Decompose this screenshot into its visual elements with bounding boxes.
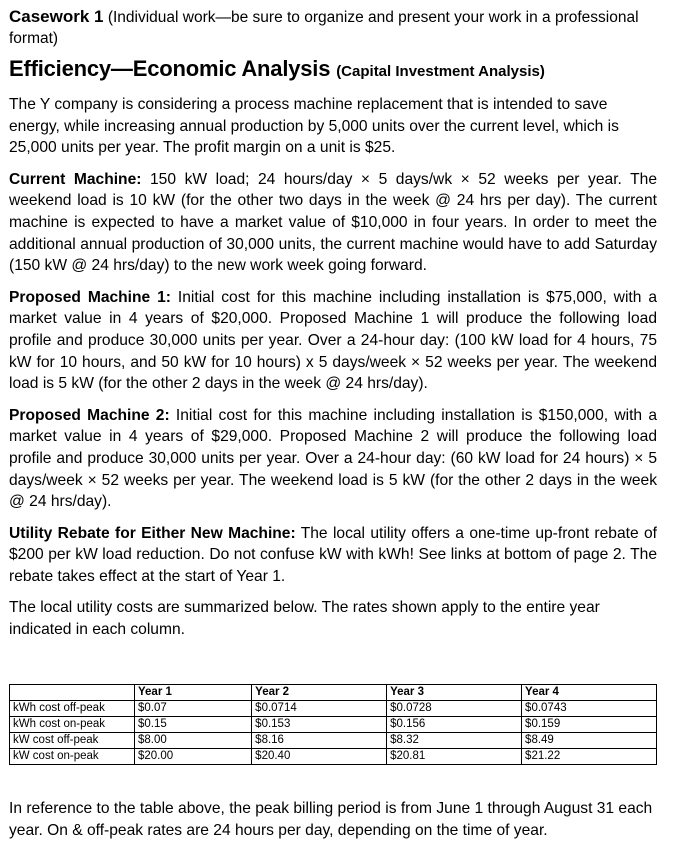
table-intro-paragraph: The local utility costs are summarized below. The rates shown apply to the entire year indicated in each column. <box>9 599 600 639</box>
table-cell: $20.00 <box>135 749 252 765</box>
table-cell: kWh cost on-peak <box>10 717 135 733</box>
table-header-row <box>10 685 657 701</box>
table-cell: $8.32 <box>387 733 522 749</box>
table-cell: kW cost on-peak <box>10 749 135 765</box>
table-cell: $0.153 <box>252 717 387 733</box>
table-cell: $0.15 <box>135 717 252 733</box>
closing-paragraph: In reference to the table above, the peak billing period is from June 1 through August 31 each year. On & off-peak rates are 24 hours per day, depending on the time of year. <box>9 800 653 839</box>
table-cell: $8.49 <box>522 733 657 749</box>
table-cell: kW cost off-peak <box>10 733 135 749</box>
title-subtitle: (Capital Investment Analysis) <box>336 63 545 80</box>
current-machine-label: Current Machine: <box>9 170 142 188</box>
document-page <box>9 6 657 839</box>
proposed-machine-1-label: Proposed Machine 1: <box>9 288 171 306</box>
table-header-cell: Year 3 <box>387 685 522 701</box>
table-cell: $0.07 <box>135 701 252 717</box>
table-row <box>10 717 657 733</box>
table-row <box>10 701 657 717</box>
utility-cost-table <box>9 684 657 765</box>
table-cell: kWh cost off-peak <box>10 701 135 717</box>
casework-heading <box>9 6 657 49</box>
table-cell: $21.22 <box>522 749 657 765</box>
table-cell: $0.156 <box>387 717 522 733</box>
title-text: Efficiency—Economic Analysis <box>9 56 331 81</box>
table-cell: $0.0728 <box>387 701 522 717</box>
table-cell: $0.0743 <box>522 701 657 717</box>
current-machine-paragraph <box>9 169 657 277</box>
utility-rebate-text: The local utility offers a one-time up-front rebate of $200 per kW load reduction. Do not confuse kW with kWh! See links at bottom of page 2. The rebate takes effect at the start of Year 1. <box>9 524 657 585</box>
table-cell: $20.40 <box>252 749 387 765</box>
table-cell: $20.81 <box>387 749 522 765</box>
table-header-cell: Year 2 <box>252 685 387 701</box>
intro-paragraph: The Y company is considering a process machine replacement that is intended to save energy, while increasing annual production by 5,000 units over the current level, which is 25,000 units per year. The profit margin on a unit is $25. <box>9 96 619 157</box>
utility-rebate-paragraph <box>9 523 657 588</box>
table-cell: $8.16 <box>252 733 387 749</box>
proposed-machine-2-text: Initial cost for this machine including installation is $150,000, with a market value in 4 years of $29,000. Proposed Machine 2 will produce the following load profile and produce 30,000 units per year. Over a 24-hour day: (60 kW load for 24 hours) × 5 days/week × 52 weeks per year. The weekend load is 5 kW (for the other 2 days in the week @ 24 hrs/day). <box>9 406 657 511</box>
table-row <box>10 749 657 765</box>
table-header-cell: Year 4 <box>522 685 657 701</box>
table-cell: $0.0714 <box>252 701 387 717</box>
table-header-cell: Year 1 <box>135 685 252 701</box>
table-cell: $8.00 <box>135 733 252 749</box>
casework-note: (Individual work—be sure to organize and present your work in a professional format) <box>9 9 639 47</box>
utility-rebate-label: Utility Rebate for Either New Machine: <box>9 524 296 542</box>
table-header-cell <box>10 685 135 701</box>
proposed-machine-2-paragraph <box>9 405 657 513</box>
table-row <box>10 733 657 749</box>
proposed-machine-1-paragraph <box>9 287 657 395</box>
proposed-machine-2-label: Proposed Machine 2: <box>9 406 170 424</box>
current-machine-text: 150 kW load; 24 hours/day × 5 days/wk × 52 weeks per year. The weekend load is 10 kW (for the other two days in the week @ 24 hrs per day). The current machine is expected to have a market value of $10,000 in four years. In order to meet the additional annual production of 30,000 units, the current machine would have to add Saturday (150 kW @ 24 hrs/day) to the new work week going forward. <box>9 170 657 275</box>
proposed-machine-1-text: Initial cost for this machine including installation is $75,000, with a market value in 4 years of $20,000. Proposed Machine 1 will produce the following load profile and produce 30,000 units per year. Over a 24-hour day: (100 kW load for 4 hours, 75 kW for 10 hours, and 50 kW for 10 hours) x 5 days/week × 52 weeks per year. The weekend load is 5 kW (for the other 2 days in the week @ 24 hrs/day). <box>9 288 657 393</box>
page-title <box>9 55 657 86</box>
table-cell: $0.159 <box>522 717 657 733</box>
casework-label: Casework 1 <box>9 7 104 26</box>
